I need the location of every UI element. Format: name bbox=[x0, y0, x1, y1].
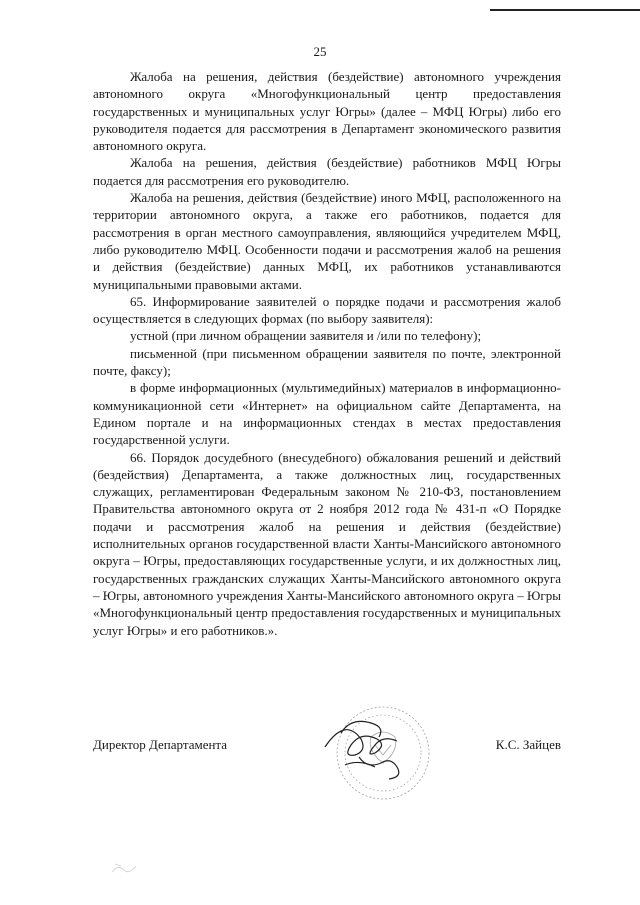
document-body bbox=[93, 68, 561, 639]
signatory-title: Директор Департамента bbox=[93, 737, 228, 752]
paragraph-66-appeal-procedure: 66. Порядок досудебного (внесудебного) обжалования решений и действий (бездействия) Департамента, а также должностных лиц, государственных служащих, регламентирован Федеральным законом № 210-ФЗ, постановлением Правительства автономного округа от 2 ноября 2012 года № 431-п «О Порядке подачи и рассмотрения жалоб на решения и действия (бездействие) исполнительных органов государственной власти Ханты-Мансийского автономного округа – Югры, предоставляющих государственные услуги, и их должностных лиц, государственных гражданских служащих Ханты-Мансийского автономного округа – Югры, автономного учреждения Ханты-Мансийского автономного округа – Югры «Многофункциональный центр предоставления государственных и муниципальных услуг Югры» и его работников.». bbox=[93, 449, 561, 638]
paragraph-complaint-mfc-workers: Жалоба на решения, действия (бездействие) работников МФЦ Югры подается для рассмотрения его руководителю. bbox=[93, 155, 561, 188]
signatory-name: К.С. Зайцев bbox=[495, 737, 561, 752]
paragraph-65-informing: 65. Информирование заявителей о порядке подачи и рассмотрения жалоб осуществляется в следующих формах (по выбору заявителя): bbox=[93, 293, 561, 327]
paragraph-multimedia-form: в форме информационных (мультимедийных) материалов в информационно-коммуникационной сети «Интернет» на официальном сайте Департамента, на Едином портале и на информационных стендах в местах предоставления государственной услуги. bbox=[93, 380, 561, 448]
scan-artifact-mark bbox=[110, 858, 140, 878]
top-rule bbox=[490, 9, 640, 11]
paragraph-complaint-mfc-ugra: Жалоба на решения, действия (бездействие) автономного учреждения автономного округа «Многофункциональный центр предоставления государственных и муниципальных услуг Югры» (далее – МФЦ Югры) либо его руководителя подается для рассмотрения в Департамент экономического развития автономного округа. bbox=[93, 69, 561, 154]
paragraph-written-form: письменной (при письменном обращении заявителя по почте, электронной почте, факсу); bbox=[93, 345, 561, 379]
official-seal-with-signature bbox=[305, 695, 445, 805]
page-number: 25 bbox=[313, 44, 327, 59]
paragraph-oral-form: устной (при личном обращении заявителя и /или по телефону); bbox=[130, 328, 482, 344]
paragraph-complaint-other-mfc: Жалоба на решения, действия (бездействие) иного МФЦ, расположенного на территории автономного округа, а также его работников, подается для рассмотрения в орган местного самоуправления, являющийся учредителем МФЦ, либо руководителю МФЦ. Особенности подачи и рассмотрения жалоб на решения и действия (бездействие) данных МФЦ, их работников устанавливаются муниципальными правовыми актами. bbox=[93, 190, 561, 292]
